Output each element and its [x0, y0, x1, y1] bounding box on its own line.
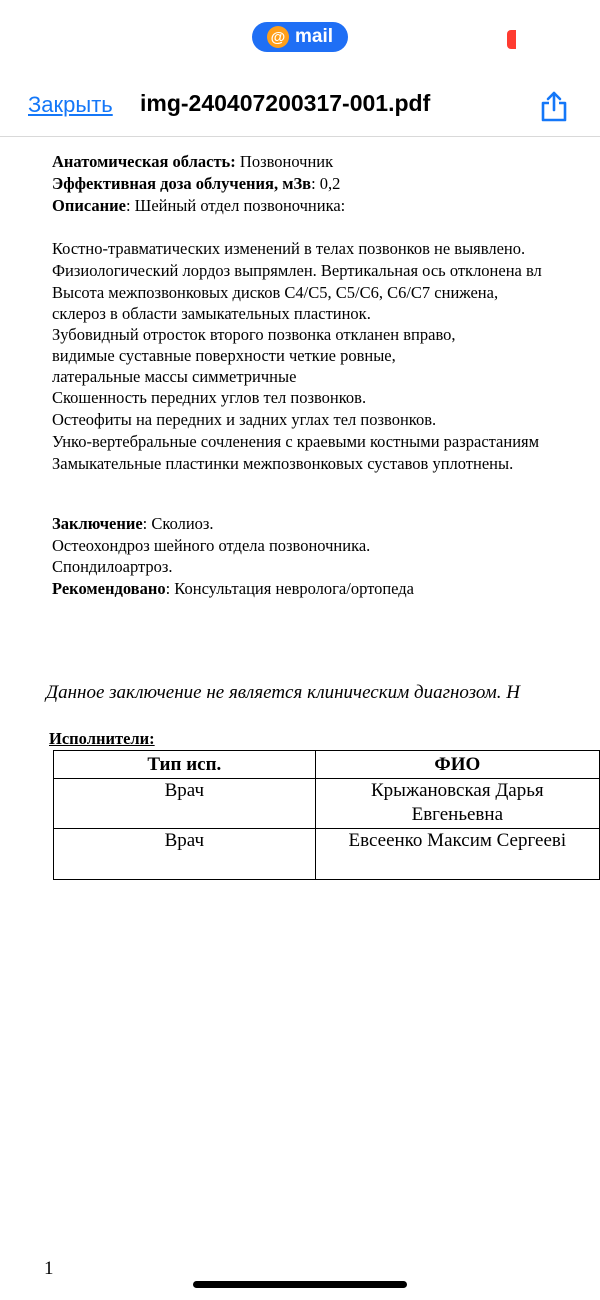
finding-line: Скошенность передних углов тел позвонков. — [52, 388, 367, 407]
anatomical-area-value: Позвоночник — [235, 152, 334, 171]
finding-line: Унко-вертебральные сочленения с краевыми костными разрастаниям — [52, 432, 540, 451]
at-sign-icon: @ — [267, 26, 289, 48]
finding-line: склероз в области замыкательных пластинок. — [52, 304, 371, 323]
executor-name — [315, 779, 599, 829]
recommended-label: Рекомендовано — [52, 579, 166, 598]
executor-name — [315, 829, 599, 880]
disclaimer-text: Данное заключение не является клиническим диагнозом. Н — [46, 682, 520, 703]
executors-label: Исполнители: — [49, 729, 155, 748]
anatomical-area-line — [52, 151, 333, 173]
table-row — [54, 829, 600, 880]
conclusion-detail: Остеохондроз шейного отдела позвоночника. — [52, 536, 371, 555]
finding-line: Физиологический лордоз выпрямлен. Вертикальная ось отклонена вл — [52, 261, 542, 280]
conclusion-detail: Спондилоартроз. — [52, 557, 173, 576]
description-label: Описание — [52, 196, 126, 215]
battery-icon — [507, 30, 516, 49]
column-header-type: Тип исп. — [54, 751, 316, 779]
finding-line: латеральные массы симметричные — [52, 367, 297, 386]
executors-table — [53, 750, 600, 880]
dose-line — [52, 173, 340, 195]
executor-name-line: Крыжановская Дарья — [371, 780, 544, 801]
dose-value: : 0,2 — [311, 174, 341, 193]
share-icon[interactable] — [539, 90, 569, 122]
table-row — [54, 779, 600, 829]
finding-line: Костно-травматических изменений в телах позвонков не выявлено. — [52, 239, 526, 258]
executor-type: Врач — [54, 829, 316, 880]
finding-line: Высота межпозвонковых дисков С4/С5, С5/С6, С6/С7 снижена, — [52, 283, 499, 302]
recommendation-line — [52, 578, 414, 600]
anatomical-area-label: Анатомическая область: — [52, 152, 236, 171]
executor-name-line: Евсеенко Максим Сергееві — [348, 830, 567, 851]
finding-line: Остеофиты на передних и задних углах тел позвонков. — [52, 410, 437, 429]
finding-line: видимые суставные поверхности четкие ровные, — [52, 346, 396, 365]
conclusion-line — [52, 513, 214, 535]
finding-line: Зубовидный отросток второго позвонка откланен вправо, — [52, 325, 456, 344]
conclusion-label: Заключение — [52, 514, 143, 533]
nav-bar — [0, 78, 600, 137]
finding-line: Замыкательные пластинки межпозвонковых суставов уплотнены. — [52, 454, 514, 473]
description-line — [52, 195, 345, 217]
document-title: img-240407200317-001.pdf — [140, 90, 431, 116]
page-number: 1 — [44, 1258, 54, 1279]
mail-app-pill[interactable] — [252, 22, 348, 52]
recommended-value: : Консультация невролога/ортопеда — [165, 579, 415, 598]
column-header-name: ФИО — [315, 751, 599, 779]
table-header-row — [54, 751, 600, 779]
description-value: : Шейный отдел позвоночника: — [125, 196, 346, 215]
home-indicator[interactable] — [193, 1281, 407, 1288]
dose-label: Эффективная доза облучения, мЗв — [52, 174, 312, 193]
pdf-page[interactable] — [0, 137, 600, 1300]
mail-app-label: mail — [294, 26, 334, 47]
executor-type: Врач — [54, 779, 316, 829]
executor-name-line: Евгеньевна — [411, 804, 504, 825]
close-button[interactable]: Закрыть — [28, 92, 113, 117]
conclusion-value: : Сколиоз. — [142, 514, 214, 533]
